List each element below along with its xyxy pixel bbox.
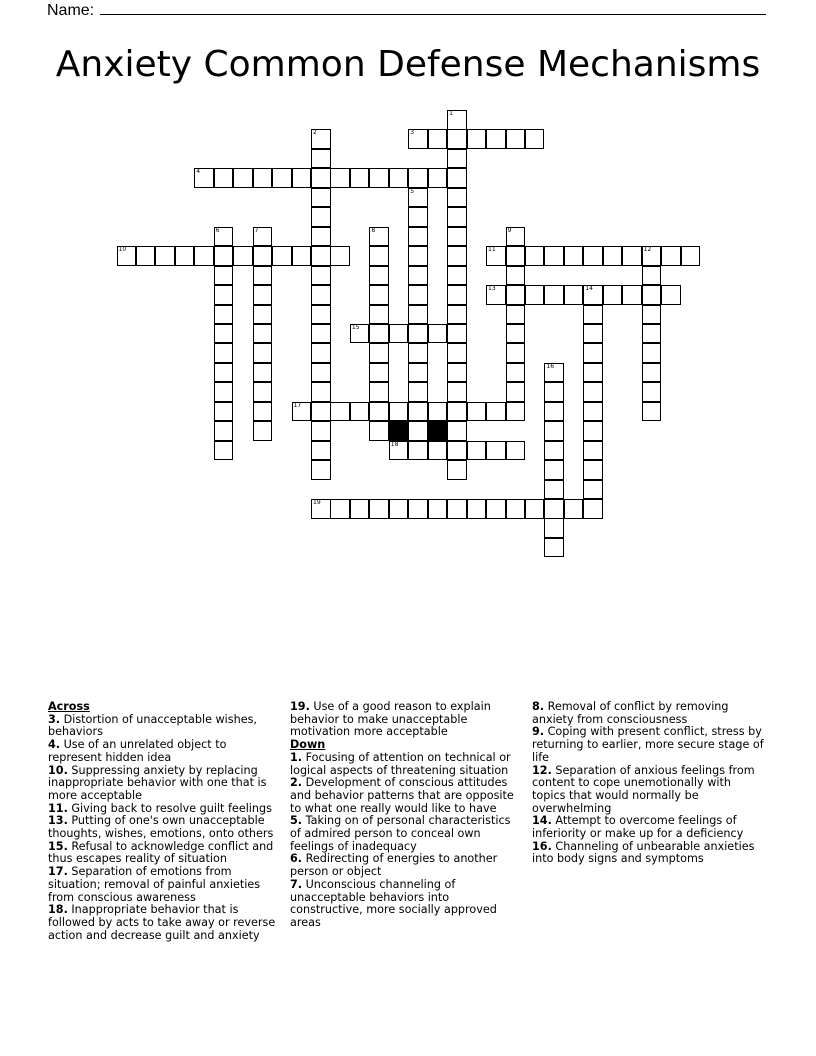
grid-cell[interactable] <box>564 246 584 266</box>
grid-cell[interactable] <box>447 227 467 247</box>
grid-cell[interactable] <box>447 266 467 286</box>
grid-cell[interactable] <box>506 343 526 363</box>
grid-cell[interactable] <box>389 168 409 188</box>
grid-cell[interactable] <box>447 110 467 130</box>
grid-cell[interactable] <box>253 168 273 188</box>
grid-cell[interactable] <box>544 499 564 519</box>
grid-cell[interactable] <box>544 421 564 441</box>
grid-cell[interactable] <box>486 402 506 422</box>
clue-number: 19 <box>313 499 321 506</box>
grid-cell[interactable] <box>117 246 137 266</box>
grid-cell[interactable] <box>311 382 331 402</box>
grid-cell[interactable] <box>253 324 273 344</box>
grid-cell[interactable] <box>544 363 564 383</box>
grid-cell[interactable] <box>583 480 603 500</box>
grid-cell[interactable] <box>330 168 350 188</box>
grid-cell[interactable] <box>583 343 603 363</box>
grid-cell[interactable] <box>506 499 526 519</box>
grid-cell[interactable] <box>486 499 506 519</box>
grid-cell[interactable] <box>155 246 175 266</box>
grid-cell[interactable] <box>214 168 234 188</box>
grid-cell[interactable] <box>292 402 312 422</box>
clue-number: 15. <box>48 839 68 853</box>
grid-cell[interactable] <box>214 246 234 266</box>
grid-cell[interactable] <box>253 363 273 383</box>
grid-cell[interactable] <box>467 499 487 519</box>
grid-cell[interactable] <box>447 499 467 519</box>
clue-number: 18 <box>390 440 399 448</box>
grid-cell[interactable] <box>311 149 331 169</box>
grid-cell[interactable] <box>369 266 389 286</box>
clue-number: 1 <box>449 110 453 117</box>
grid-cell[interactable] <box>408 246 428 266</box>
name-label: Name: <box>47 2 95 19</box>
grid-cell[interactable] <box>506 305 526 325</box>
grid-cell[interactable] <box>544 441 564 461</box>
grid-cell[interactable] <box>486 441 506 461</box>
grid-cell[interactable] <box>311 188 331 208</box>
clue-text: Unconscious channeling of unacceptable behaviors into constructive, more socially approved areas <box>290 877 497 929</box>
grid-cell[interactable] <box>369 382 389 402</box>
grid-cell[interactable] <box>428 402 448 422</box>
grid-cell[interactable] <box>311 207 331 227</box>
grid-cell[interactable] <box>233 246 253 266</box>
grid-cell[interactable] <box>428 168 448 188</box>
grid-cell[interactable] <box>642 246 662 266</box>
grid-cell[interactable] <box>447 382 467 402</box>
grid-cell[interactable] <box>603 246 623 266</box>
grid-cell[interactable] <box>525 499 545 519</box>
grid-cell[interactable] <box>661 246 681 266</box>
black-cell <box>428 421 448 441</box>
grid-cell[interactable] <box>642 363 662 383</box>
grid-cell[interactable] <box>311 246 331 266</box>
grid-cell[interactable] <box>253 382 273 402</box>
grid-cell[interactable] <box>544 246 564 266</box>
grid-cell[interactable] <box>447 343 467 363</box>
grid-cell[interactable] <box>544 480 564 500</box>
grid-cell[interactable] <box>233 168 253 188</box>
grid-cell[interactable] <box>583 441 603 461</box>
down-clue <box>532 841 764 866</box>
grid-cell[interactable] <box>447 129 467 149</box>
grid-cell[interactable] <box>408 207 428 227</box>
grid-cell[interactable] <box>506 227 526 247</box>
clue-text: Separation of anxious feelings from content to cope unemotionally with topics that would normally be overwhelming <box>532 763 755 815</box>
grid-cell[interactable] <box>506 129 526 149</box>
clue-number: 11 <box>488 246 496 254</box>
grid-cell[interactable] <box>583 285 603 305</box>
clue-number: 6 <box>215 226 220 234</box>
grid-cell[interactable] <box>583 421 603 441</box>
grid-cell[interactable] <box>389 402 409 422</box>
grid-cell[interactable] <box>292 168 312 188</box>
grid-cell[interactable] <box>311 441 331 461</box>
grid-cell[interactable] <box>408 305 428 325</box>
grid-cell[interactable] <box>428 129 448 149</box>
clue-number: 14. <box>532 814 552 828</box>
grid-cell[interactable] <box>506 266 526 286</box>
grid-cell[interactable] <box>447 324 467 344</box>
page-title: Anxiety Common Defense Mechanisms <box>55 44 761 85</box>
grid-cell[interactable] <box>214 441 234 461</box>
grid-cell[interactable] <box>544 460 564 480</box>
grid-cell[interactable] <box>544 382 564 402</box>
grid-cell[interactable] <box>506 285 526 305</box>
grid-cell[interactable] <box>583 246 603 266</box>
clue-text: Separation of emotions from situation; removal of painful anxieties from conscious awareness <box>48 865 261 904</box>
grid-cell[interactable] <box>214 227 234 247</box>
clue-number: 13 <box>488 285 496 293</box>
grid-cell[interactable] <box>544 285 564 305</box>
grid-cell[interactable] <box>642 343 662 363</box>
grid-cell[interactable] <box>369 246 389 266</box>
clue-number: 4 <box>196 168 201 176</box>
grid-cell[interactable] <box>369 363 389 383</box>
grid-cell[interactable] <box>369 227 389 247</box>
clue-number: 3. <box>48 712 61 726</box>
grid-cell[interactable] <box>389 324 409 344</box>
clue-number: 8. <box>532 700 545 713</box>
across-clue <box>48 739 280 764</box>
clue-number: 3 <box>410 129 415 137</box>
clue-number: 17. <box>48 865 68 879</box>
grid-cell[interactable] <box>447 207 467 227</box>
grid-cell[interactable] <box>408 324 428 344</box>
clue-number: 9. <box>532 725 545 739</box>
clue-number: 2 <box>313 129 317 137</box>
clue-text: Distortion of unacceptable wishes, behaviors <box>48 712 257 739</box>
clue-number: 4. <box>48 738 61 752</box>
down-clue <box>532 815 764 840</box>
down-clue <box>290 853 522 878</box>
grid-cell[interactable] <box>136 246 156 266</box>
clue-text: Focusing of attention on technical or logical aspects of threatening situation <box>290 750 511 777</box>
grid-cell[interactable] <box>447 460 467 480</box>
clue-text: Refusal to acknowledge conflict and thus escapes reality of situation <box>48 839 274 866</box>
grid-cell[interactable] <box>622 285 642 305</box>
grid-cell[interactable] <box>311 402 331 422</box>
clues-column-3 <box>532 701 764 866</box>
clue-number: 11. <box>48 801 68 815</box>
grid-cell[interactable] <box>214 305 234 325</box>
clue-number: 17 <box>293 401 302 409</box>
clue-text: Redirecting of energies to another person or object <box>290 852 498 879</box>
grid-cell[interactable] <box>330 499 350 519</box>
clue-text: Inappropriate behavior that is followed by acts to take away or reverse action and decrease guilt and anxiety <box>48 903 276 942</box>
grid-cell[interactable] <box>253 402 273 422</box>
grid-cell[interactable] <box>447 285 467 305</box>
grid-cell[interactable] <box>194 246 214 266</box>
clue-number: 12 <box>643 246 652 254</box>
grid-cell[interactable] <box>447 421 467 441</box>
grid-cell[interactable] <box>408 168 428 188</box>
clue-text: Taking on of personal characteristics of admired person to conceal own feelings of inadequacy <box>290 814 511 853</box>
grid-cell[interactable] <box>253 285 273 305</box>
grid-cell[interactable] <box>447 168 467 188</box>
grid-cell[interactable] <box>253 343 273 363</box>
grid-cell[interactable] <box>486 285 506 305</box>
clue-number: 10. <box>48 763 68 777</box>
down-clue <box>290 815 522 853</box>
grid-cell[interactable] <box>253 266 273 286</box>
grid-cell[interactable] <box>544 518 564 538</box>
grid-cell[interactable] <box>506 246 526 266</box>
grid-cell[interactable] <box>214 343 234 363</box>
grid-cell[interactable] <box>369 421 389 441</box>
grid-cell[interactable] <box>447 305 467 325</box>
grid-cell[interactable] <box>583 382 603 402</box>
grid-cell[interactable] <box>408 266 428 286</box>
grid-cell[interactable] <box>447 402 467 422</box>
grid-cell[interactable] <box>369 499 389 519</box>
across-clue <box>48 714 280 739</box>
grid-cell[interactable] <box>194 168 214 188</box>
grid-cell[interactable] <box>311 363 331 383</box>
black-cell <box>389 421 409 441</box>
grid-cell[interactable] <box>369 285 389 305</box>
grid-cell[interactable] <box>408 343 428 363</box>
grid-cell[interactable] <box>369 168 389 188</box>
grid-cell[interactable] <box>525 246 545 266</box>
grid-cell[interactable] <box>506 382 526 402</box>
grid-cell[interactable] <box>408 188 428 208</box>
clue-text: Coping with present conflict, stress by returning to earlier, more secure stage of life <box>532 725 764 764</box>
grid-cell[interactable] <box>642 382 662 402</box>
grid-cell[interactable] <box>311 421 331 441</box>
grid-cell[interactable] <box>292 246 312 266</box>
down-clue <box>532 701 764 726</box>
grid-cell[interactable] <box>642 402 662 422</box>
grid-cell[interactable] <box>369 305 389 325</box>
grid-cell[interactable] <box>506 402 526 422</box>
across-clue <box>48 904 280 942</box>
grid-cell[interactable] <box>642 266 662 286</box>
grid-cell[interactable] <box>175 246 195 266</box>
grid-cell[interactable] <box>447 246 467 266</box>
grid-cell[interactable] <box>253 246 273 266</box>
grid-cell[interactable] <box>330 246 350 266</box>
grid-cell[interactable] <box>447 188 467 208</box>
grid-cell[interactable] <box>408 441 428 461</box>
grid-cell[interactable] <box>311 227 331 247</box>
clue-text: Suppressing anxiety by replacing inappropriate behavior with one that is more acceptable <box>48 763 267 802</box>
grid-cell[interactable] <box>311 266 331 286</box>
grid-cell[interactable] <box>428 499 448 519</box>
grid-cell[interactable] <box>408 363 428 383</box>
grid-cell[interactable] <box>272 246 292 266</box>
grid-cell[interactable] <box>486 246 506 266</box>
down-heading: Down <box>290 738 326 752</box>
grid-cell[interactable] <box>311 460 331 480</box>
clue-number: 16 <box>546 362 555 370</box>
grid-cell[interactable] <box>408 499 428 519</box>
clue-text: Development of conscious attitudes and behavior patterns that are opposite to what one really would like to have <box>290 776 514 815</box>
grid-cell[interactable] <box>564 499 584 519</box>
clues-column-1 <box>48 701 280 942</box>
clue-number: 10 <box>118 246 127 254</box>
grid-cell[interactable] <box>467 441 487 461</box>
clue-number: 14 <box>585 285 593 293</box>
grid-cell[interactable] <box>642 285 662 305</box>
grid-cell[interactable] <box>408 382 428 402</box>
grid-cell[interactable] <box>642 305 662 325</box>
clues-column-2 <box>290 701 522 930</box>
grid-cell[interactable] <box>214 421 234 441</box>
grid-cell[interactable] <box>447 363 467 383</box>
grid-cell[interactable] <box>428 324 448 344</box>
across-clue <box>48 866 280 904</box>
grid-cell[interactable] <box>525 129 545 149</box>
grid-cell[interactable] <box>583 460 603 480</box>
clue-number: 16. <box>532 839 552 853</box>
grid-cell[interactable] <box>389 499 409 519</box>
clue-text: Use of an unrelated object to represent hidden idea <box>48 738 227 764</box>
clue-number: 5 <box>410 187 415 195</box>
down-clue <box>532 765 764 816</box>
clue-number: 13. <box>48 814 68 828</box>
grid-cell[interactable] <box>583 499 603 519</box>
grid-cell[interactable] <box>642 324 662 344</box>
grid-cell[interactable] <box>369 402 389 422</box>
clue-text: Putting of one's own unacceptable thoughts, wishes, emotions, onto others <box>48 814 274 841</box>
grid-cell[interactable] <box>369 324 389 344</box>
grid-cell[interactable] <box>583 305 603 325</box>
grid-cell[interactable] <box>622 246 642 266</box>
grid-cell[interactable] <box>408 285 428 305</box>
grid-cell[interactable] <box>506 441 526 461</box>
clue-text: Attempt to overcome feelings of inferiority or make up for a deficiency <box>532 814 744 841</box>
clue-text: Channeling of unbearable anxieties into body signs and symptoms <box>532 839 755 866</box>
clue-number: 15 <box>351 323 360 331</box>
grid-cell[interactable] <box>369 343 389 363</box>
clue-number: 8 <box>371 226 376 234</box>
down-clue <box>290 777 522 815</box>
grid-cell[interactable] <box>467 129 487 149</box>
across-clue <box>48 841 280 866</box>
grid-cell[interactable] <box>214 285 234 305</box>
grid-cell[interactable] <box>253 305 273 325</box>
grid-cell[interactable] <box>525 285 545 305</box>
grid-cell[interactable] <box>389 441 409 461</box>
across-clue <box>290 701 522 739</box>
grid-cell[interactable] <box>544 402 564 422</box>
grid-cell[interactable] <box>311 168 331 188</box>
grid-cell[interactable] <box>583 363 603 383</box>
grid-cell[interactable] <box>661 285 681 305</box>
across-heading: Across <box>48 700 90 713</box>
clue-number: 7. <box>290 877 303 891</box>
grid-cell[interactable] <box>311 324 331 344</box>
grid-cell[interactable] <box>681 246 701 266</box>
clue-text: Giving back to resolve guilt feelings <box>67 801 272 815</box>
grid-cell[interactable] <box>311 129 331 149</box>
grid-cell[interactable] <box>603 285 623 305</box>
clue-text: Use of a good reason to explain behavior to make unacceptable motivation more acceptable <box>290 700 491 739</box>
grid-cell[interactable] <box>214 382 234 402</box>
grid-cell[interactable] <box>311 285 331 305</box>
clue-number: 12. <box>532 763 552 777</box>
clue-number: 5. <box>290 814 303 828</box>
down-clue <box>290 879 522 930</box>
clue-number: 6. <box>290 852 303 866</box>
grid-cell[interactable] <box>330 402 350 422</box>
clue-number: 7 <box>254 226 259 234</box>
grid-cell[interactable] <box>408 227 428 247</box>
grid-cell[interactable] <box>583 324 603 344</box>
grid-cell[interactable] <box>350 402 370 422</box>
grid-cell[interactable] <box>408 421 428 441</box>
grid-cell[interactable] <box>350 324 370 344</box>
grid-cell[interactable] <box>447 149 467 169</box>
down-clue <box>532 726 764 764</box>
clue-number: 2. <box>290 776 303 790</box>
grid-cell[interactable] <box>428 441 448 461</box>
grid-cell[interactable] <box>408 402 428 422</box>
grid-cell[interactable] <box>272 168 292 188</box>
grid-cell[interactable] <box>408 129 428 149</box>
clue-number: 9 <box>507 226 512 234</box>
clue-text: Removal of conflict by removing anxiety from consciousness <box>532 700 729 726</box>
across-clue <box>48 765 280 803</box>
grid-cell[interactable] <box>544 538 564 558</box>
grid-cell[interactable] <box>214 266 234 286</box>
grid-cell[interactable] <box>506 363 526 383</box>
grid-cell[interactable] <box>214 402 234 422</box>
grid-cell[interactable] <box>506 324 526 344</box>
across-clue <box>48 815 280 840</box>
grid-cell[interactable] <box>350 168 370 188</box>
grid-cell[interactable] <box>311 499 331 519</box>
grid-cell[interactable] <box>214 324 234 344</box>
clue-number: 19. <box>290 700 310 713</box>
clue-number: 1. <box>290 750 303 764</box>
grid-cell[interactable] <box>583 402 603 422</box>
grid-cell[interactable] <box>467 402 487 422</box>
grid-cell[interactable] <box>311 343 331 363</box>
grid-cell[interactable] <box>564 285 584 305</box>
grid-cell[interactable] <box>486 129 506 149</box>
grid-cell[interactable] <box>311 305 331 325</box>
grid-cell[interactable] <box>253 227 273 247</box>
down-clue <box>290 752 522 777</box>
clue-number: 18. <box>48 903 68 917</box>
grid-cell[interactable] <box>253 421 273 441</box>
grid-cell[interactable] <box>447 441 467 461</box>
grid-cell[interactable] <box>214 363 234 383</box>
grid-cell[interactable] <box>350 499 370 519</box>
